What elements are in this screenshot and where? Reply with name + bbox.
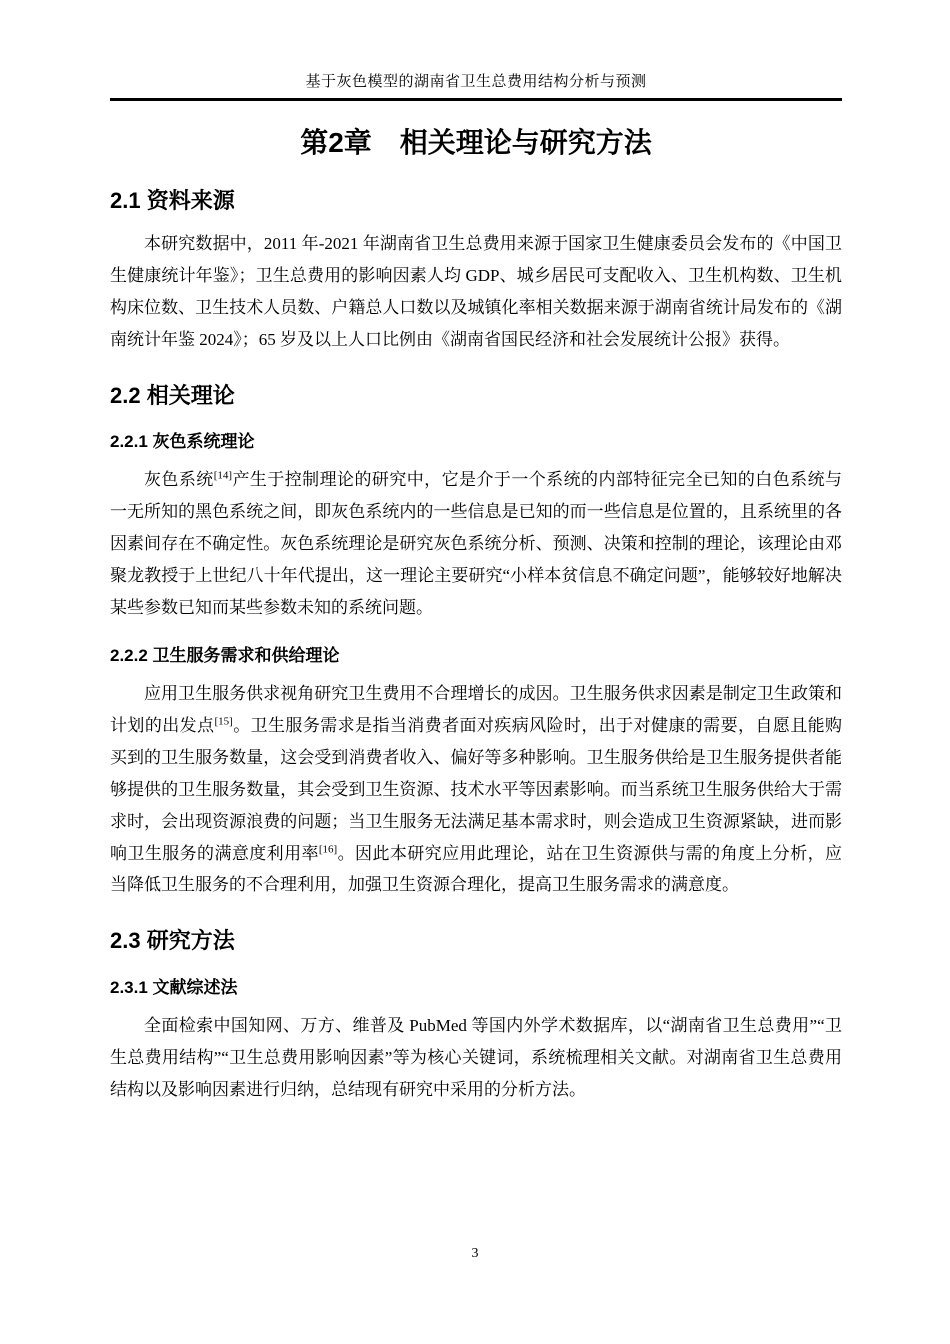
subsection-heading: 2.2.2 卫生服务需求和供给理论: [110, 645, 340, 665]
citation-reference: [15]: [214, 715, 233, 728]
text-run: 。因此本研究应用此理论，站在卫生资源供与需的角度上分析，应当降低卫生服务的不合理利用，加强卫生资源合理化，提高卫生服务需求的满意度。: [110, 843, 843, 895]
citation-reference: [16]: [318, 842, 338, 855]
running-header: 基于灰色模型的湖南省卫生总费用结构分析与预测: [305, 74, 647, 90]
paragraph: [110, 678, 842, 902]
paragraph: [110, 464, 842, 624]
paragraph: [110, 1010, 842, 1106]
text-run: 本研究数据中，2011 年-2021 年湖南省卫生总费用来源于国家卫生健康委员会发布的《中国卫生健康统计年鉴》；卫生总费用的影响因素人均 GDP、城乡居民可支配收入、卫生机构数、卫生机构床位数、卫生技术人员数、户籍总人口数以及城镇化率相关数据来源于湖南省统计局发布的《湖南统计年鉴 2024》；65 岁及以上人口比例由《湖南省国民经济和社会发展统计公报》获得。: [110, 233, 842, 349]
header-rule: [110, 98, 842, 101]
text-run: 全面检索中国知网、万方、维普及 PubMed 等国内外学术数据库，以“湖南省卫生总费用”“卫生总费用结构”“卫生总费用影响因素”等为核心关键词，系统梳理相关文献。对湖南省卫生总费用结构以及影响因素进行归纳，总结现有研究中采用的分析方法。: [110, 1015, 842, 1099]
chapter-title: [110, 125, 842, 161]
paragraph: [110, 228, 842, 356]
page-header: [110, 70, 842, 101]
subsection-heading: 2.3.1 文献综述法: [110, 978, 238, 998]
text-run: 应用卫生服务供求视角研究卫生费用不合理增长的成因。卫生服务供求因素是制定卫生政策和计划的出发点: [110, 683, 842, 735]
text-run: 。卫生服务需求是指当消费者面对疾病风险时，出于对健康的需要，自愿且能购买到的卫生服务数量，这会受到消费者收入、偏好等多种影响。卫生服务供给是卫生服务提供者能够提供的卫生服务数量，其会受到卫生资源、技术水平等因素影响。而当系统卫生服务供给大于需求时，会出现资源浪费的问题；当卫生服务无法满足基本需求时，则会造成卫生资源紧缺，进而影响卫生服务的满意度利用率: [110, 715, 843, 863]
document-body: [110, 187, 842, 1105]
text-run: 灰色系统: [144, 470, 214, 490]
page-number: 3: [471, 1246, 479, 1261]
section-heading: 2.3 研究方法: [110, 928, 235, 954]
section-heading: 2.2 相关理论: [110, 382, 235, 408]
chapter-name: 相关理论与研究方法: [399, 127, 652, 158]
chapter-number: 第2章: [300, 127, 372, 158]
section-heading: 2.1 资料来源: [110, 188, 235, 214]
citation-reference: [14]: [213, 469, 233, 482]
text-run: 产生于控制理论的研究中，它是介于一个系统的内部特征完全已知的白色系统与一无所知的黑色系统之间，即灰色系统内的一些信息是已知的而一些信息是位置的，且系统里的各因素间存在不确定性。灰色系统理论是研究灰色系统分析、预测、决策和控制的理论，该理论由邓聚龙教授于上世纪八十年代提出，这一理论主要研究“小样本贫信息不确定问题”，能够较好地解决某些参数已知而某些参数未知的系统问题。: [110, 470, 843, 617]
subsection-heading: 2.2.1 灰色系统理论: [110, 432, 255, 452]
